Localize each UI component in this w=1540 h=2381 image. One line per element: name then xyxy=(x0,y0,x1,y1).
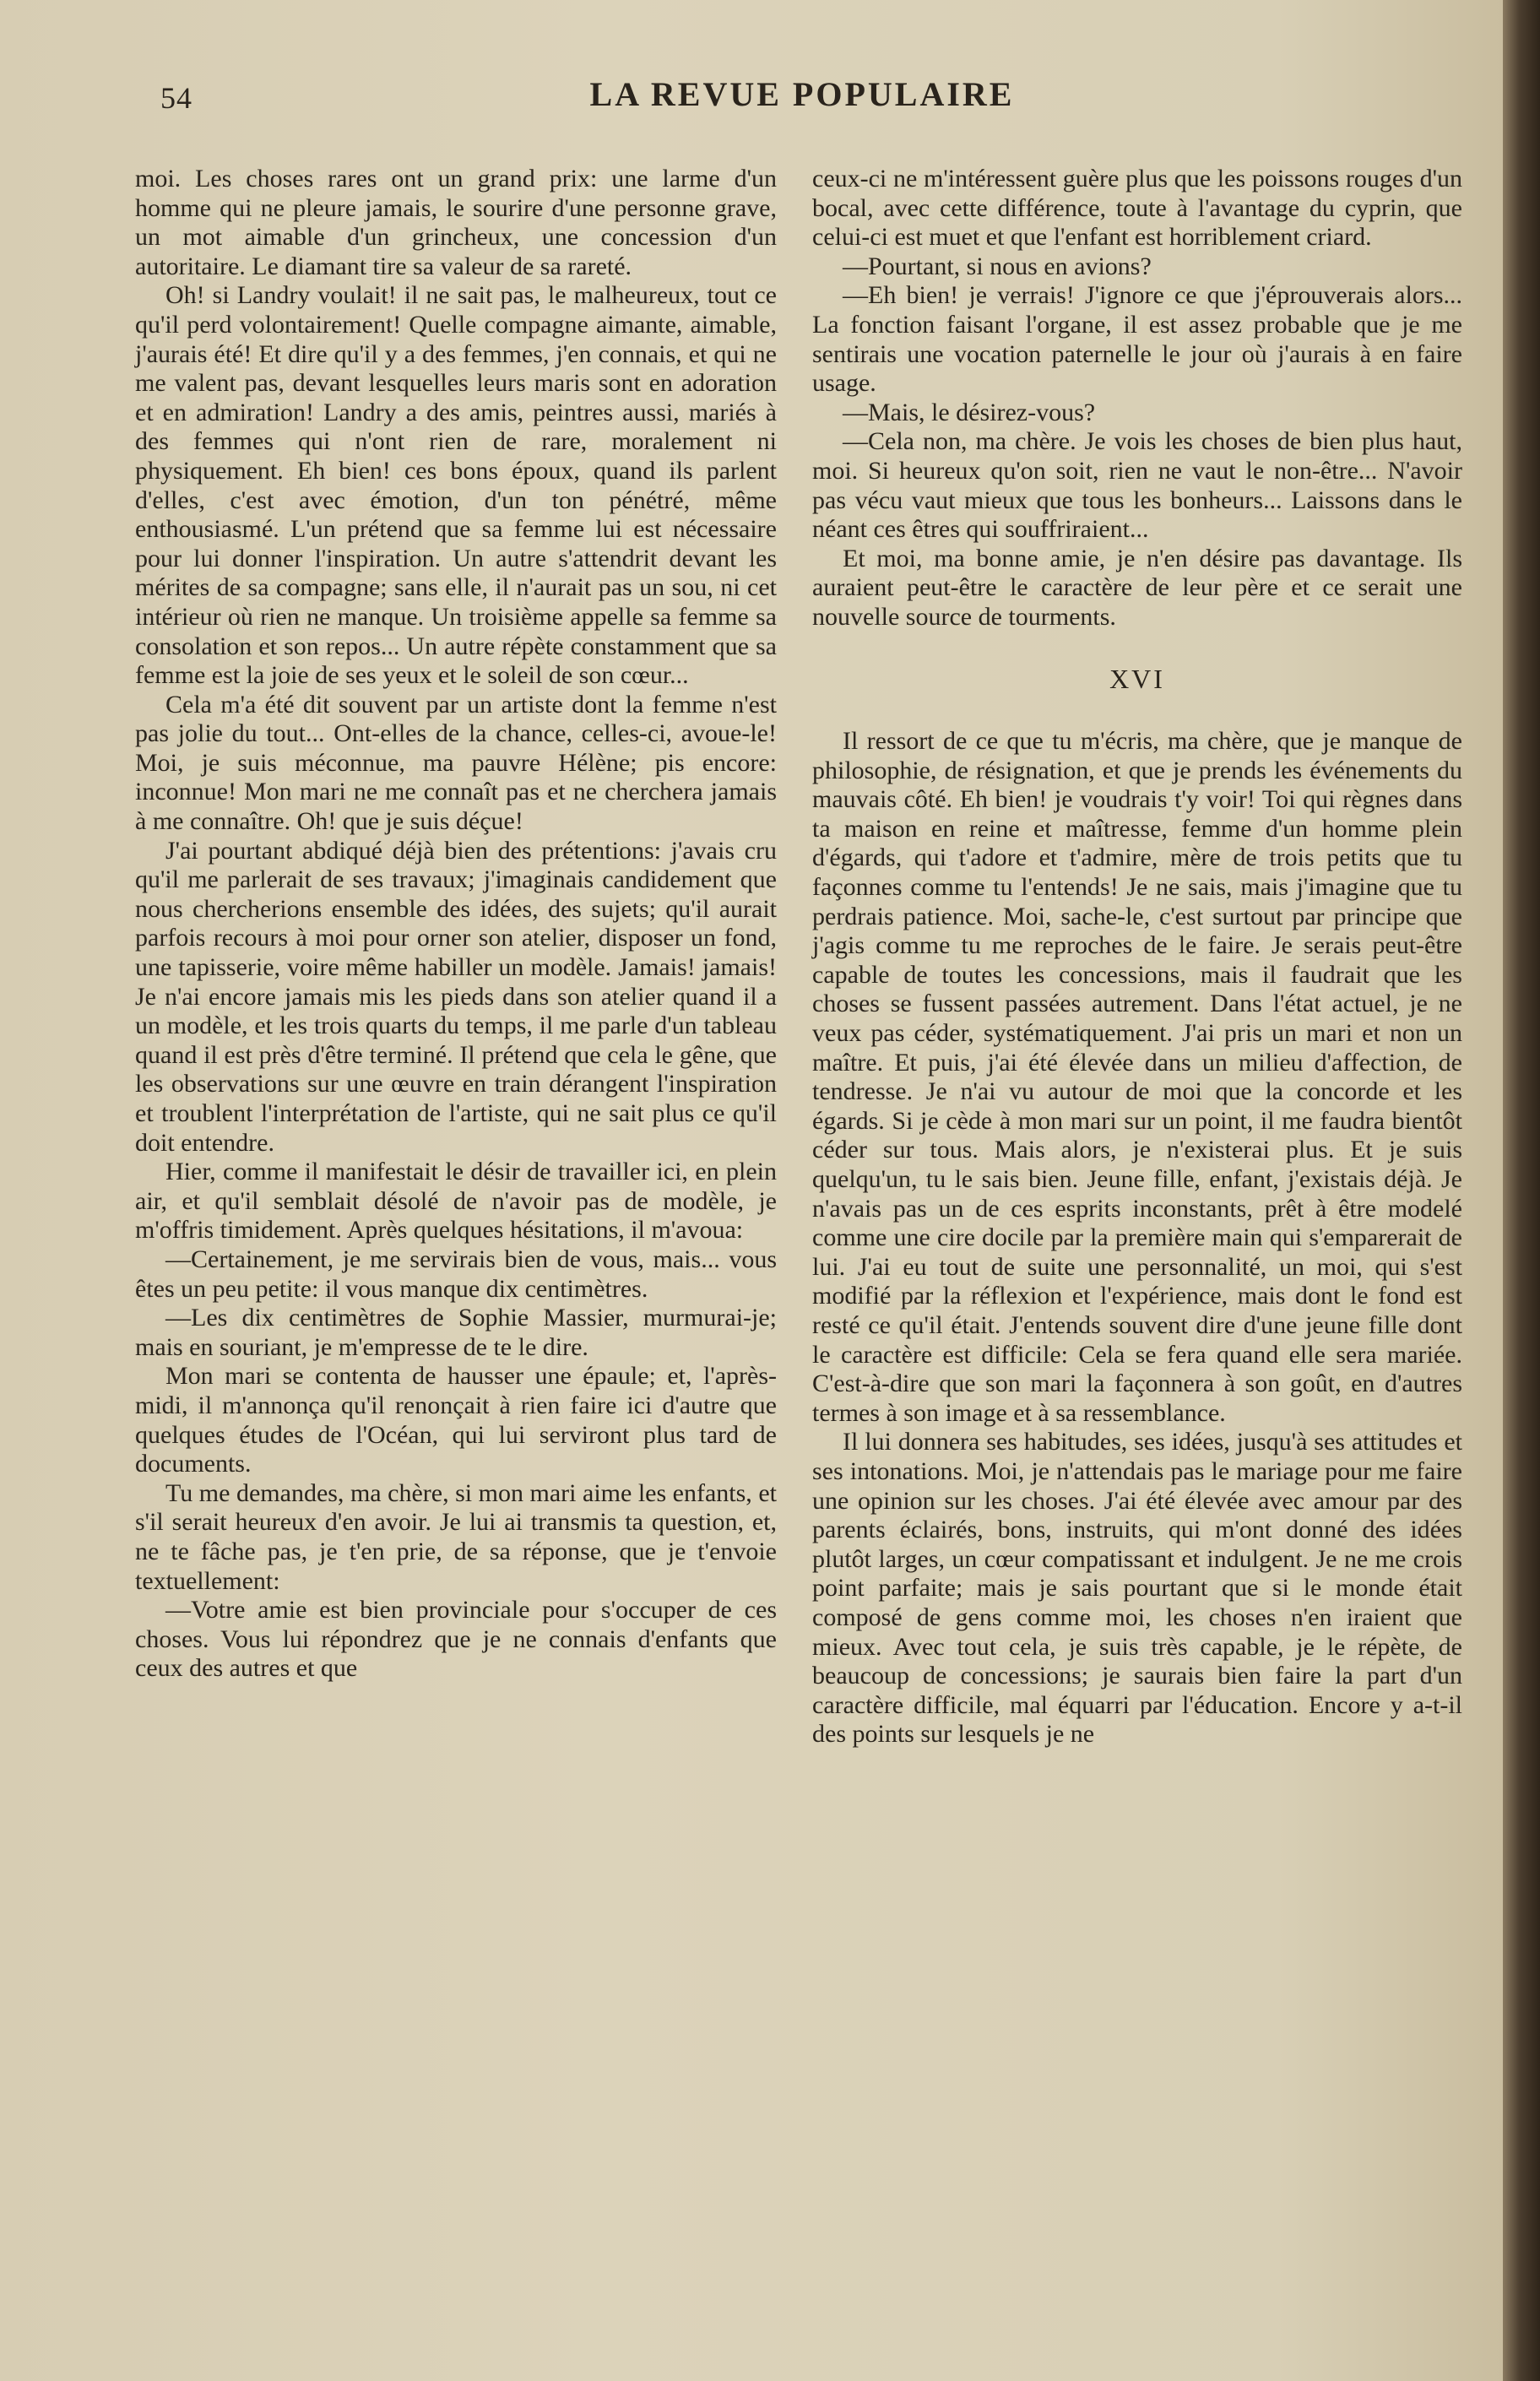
paragraph: moi. Les choses rares ont un grand prix: une larme d'un homme qui ne pleure jamais, le sourire d'une personne grave, un mot aimable d'un grincheux, une concession d'un autoritaire. Le diamant tire sa valeur de sa rareté. xyxy=(135,165,777,280)
section-heading: XVI xyxy=(1109,663,1165,694)
dialogue-line: —Mais, le désirez-vous? xyxy=(843,398,1096,426)
paragraph: Cela m'a été dit souvent par un artiste dont la femme n'est pas jolie du tout... Ont-elles de la chance, celles-ci, avoue-le! Moi, je suis méconnue, ma pauvre Hélène; pis encore: inconnue! Mon mari ne me connaît pas et ne cherchera jamais à me connaître. Oh! que je suis déçue! xyxy=(135,690,777,836)
page-number: 54 xyxy=(160,81,192,115)
paragraph: Oh! si Landry voulait! il ne sait pas, le malheureux, tout ce qu'il perd volontairement! Quelle compagne aimante, aimable, j'aurais été! Et dire qu'il y a des femmes, j'en connais, et qui ne me valent pas, devant lesquelles leurs maris sont en adoration et en admiration! Landry a des amis, peintres aussi, mariés à des femmes qui n'ont rien de rare, moralement ni physiquement. Eh bien! ces bons époux, quand ils parlent d'elles, c'est avec émotion, d'un ton pénétré, même enthousiasmé. L'un prétend que sa femme lui est nécessaire pour lui donner l'inspiration. Un autre s'attendrit devant les mérites de sa compagne; sans elle, il n'aurait pas un sou, ni cet intérieur où rien ne manque. Un troisième appelle sa femme sa consolation et son repos... Un autre répète constamment que sa femme est la joie de ses yeux et le soleil de son cœur... xyxy=(135,281,777,690)
dialogue-line: —Cela non, ma chère. Je vois les choses de bien plus haut, moi. Si heureux qu'on soit, rien ne vaut le non-être... N'avoir pas vécu vaut mieux que tous les bonheurs... Laissons dans le néant ces êtres qui souffriraient... xyxy=(812,427,1462,544)
paragraph: Tu me demandes, ma chère, si mon mari aime les enfants, et s'il serait heureux d'en avoir. Je lui ai transmis ta question, et, ne te fâche pas, je t'en prie, de sa réponse, que je t'envoie textuellement: xyxy=(135,1478,777,1595)
paragraph: Et moi, ma bonne amie, je n'en désire pas davantage. Ils auraient peut-être le caractère de leur père et ce serait une nouvelle source de tourments. xyxy=(812,544,1462,631)
dialogue-line: —Les dix centimètres de Sophie Massier, murmurai-je; mais en souriant, je m'empresse de te le dire. xyxy=(135,1304,777,1361)
dialogue-line: —Votre amie est bien provinciale pour s'occuper de ces choses. Vous lui répondrez que je ne connais d'enfants que ceux des autres et que xyxy=(135,1596,777,1683)
book-spine xyxy=(1503,0,1540,2381)
paragraph: Il ressort de ce que tu m'écris, ma chère, que je manque de philosophie, de résignation, et que je prends les événements du mauvais côté. Eh bien! je voudrais t'y voir! Toi qui règnes dans ta maison en reine et maîtresse, femme d'un homme plein d'égards, qui t'adore et t'admire, mère de trois petits que tu façonnes comme tu l'entends! Je ne sais, mais j'imagine que tu perdrais patience. Moi, sache-le, c'est surtout par principe que j'agis comme tu me reproches de le faire. Je serais peut-être capable de toutes les concessions, mais il faudrait que les choses se fussent passées autrement. Dans l'état actuel, je ne veux pas céder, systématiquement. J'ai pris un mari et non un maître. Et puis, j'ai été élevée dans un milieu d'affection, de tendresse. Je n'ai vu autour de moi que la concorde et les égards. Si je cède à mon mari sur un point, il me faudra bientôt céder sur tous. Mais alors, je n'existerai plus. Et je suis quelqu'un, tu le sais bien. Jeune fille, enfant, j'existais déjà. Je n'avais pas un de ces esprits inconstants, prêt à être modelé comme une cire docile par la première main qui s'emparerait de lui. J'ai eu tout de suite une personnalité, un moi, qui s'est modifié par la réflexion et l'expérience, mais dont le fond est resté ce qu'il était. J'entends souvent dire d'une jeune fille dont le caractère est difficile: Cela se fera quand elle sera mariée. C'est-à-dire que son mari la façonnera à son goût, en d'autres termes à son image et à sa ressemblance. xyxy=(812,727,1462,1427)
paragraph: J'ai pourtant abdiqué déjà bien des prétentions: j'avais cru qu'il me parlerait de ses travaux; j'imaginais candidement que nous chercherions ensemble des idées, des sujets; qu'il aurait parfois recours à moi pour orner son atelier, disposer un fond, une tapisserie, voire même habiller un modèle. Jamais! jamais! Je n'ai encore jamais mis les pieds dans son atelier quand il a un modèle, et les trois quarts du temps, il me parle d'un tableau quand il est près d'être terminé. Il prétend que cela le gêne, que les observations sur une œuvre en train dérangent l'inspiration et troublent l'interprétation de l'artiste, qui ne sait plus ce qu'il doit entendre. xyxy=(135,836,777,1157)
paragraph: Mon mari se contenta de hausser une épaule; et, l'après-midi, il m'annonça qu'il renonçait à rien faire ici d'autre que quelques études de l'Océan, qui lui serviront plus tard de documents. xyxy=(135,1362,777,1478)
dialogue-line: —Pourtant, si nous en avions? xyxy=(843,252,1152,280)
paragraph: ceux-ci ne m'intéressent guère plus que les poissons rouges d'un bocal, avec cette différence, toute à l'avantage du cyprin, que celui-ci est muet et que l'enfant est horriblement criard. xyxy=(812,165,1462,252)
dialogue-line: —Eh bien! je verrais! J'ignore ce que j'éprouverais alors... La fonction faisant l'organe, il est assez probable que je me sentirais une vocation paternelle le jour où j'aurais à en faire usage. xyxy=(812,281,1462,398)
dialogue-line: —Certainement, je me servirais bien de vous, mais... vous êtes un peu petite: il vous manque dix centimètres. xyxy=(135,1245,777,1303)
paragraph: Hier, comme il manifestait le désir de travailler ici, en plein air, et qu'il semblait désolé de n'avoir pas de modèle, je m'offris timidement. Après quelques hésitations, il m'avoua: xyxy=(135,1158,777,1245)
paragraph: Il lui donnera ses habitudes, ses idées, jusqu'à ses attitudes et ses intonations. Moi, je n'attendais pas le mariage pour me faire une opinion sur les choses. J'ai été élevée avec amour par des parents éclairés, bons, instruits, qui m'ont donné des idées plutôt larges, un cœur compatissant et indulgent. Je ne me crois point parfaite; mais je sais pourtant que si le monde était composé de gens comme moi, les choses n'en iraient que mieux. Avec tout cela, je suis très capable, je le répète, de beaucoup de concessions; je saurais bien faire la part d'un caractère difficile, mal équarri par l'éducation. Encore y a-t-il des points sur lesquels je ne xyxy=(812,1428,1462,1749)
right-column xyxy=(812,165,1462,1749)
running-head: LA REVUE POPULAIRE xyxy=(589,75,1015,113)
left-column xyxy=(135,165,777,1684)
